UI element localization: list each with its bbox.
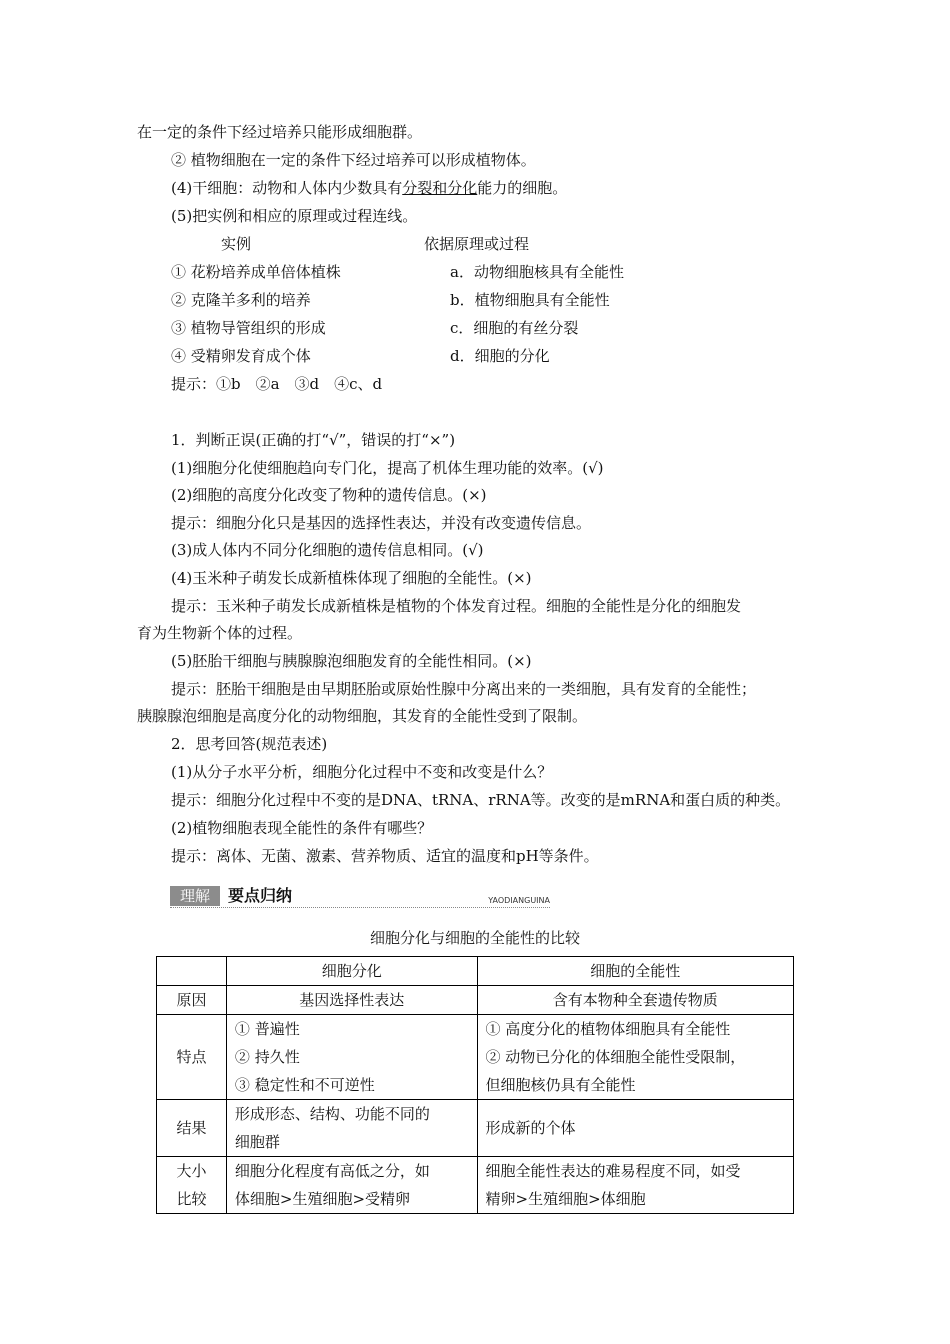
row-label: [157, 1157, 227, 1214]
table-caption: 细胞分化与细胞的全能性的比较: [369, 929, 580, 947]
think-title: 2．思考回答(规范表述): [171, 735, 328, 753]
header-cell: [157, 957, 227, 986]
banner-title: 要点归纳: [228, 886, 293, 905]
cell-line: 但细胞核仍具有全能性: [485, 1076, 636, 1094]
judge-line: (3)成人体内不同分化细胞的遗传信息相同。(√): [171, 541, 484, 559]
think-line: (1)从分子水平分析，细胞分化过程中不变和改变是什么？: [171, 763, 553, 781]
banner-tag: 理解: [170, 886, 220, 906]
matching-left-item: ④ 受精卵发育成个体: [171, 347, 311, 365]
row-label-line: 比较: [176, 1190, 207, 1208]
intro-line-3-start: (4)干细胞：动物和人体内少数具有: [171, 179, 403, 197]
matching-right-header: 依据原理或过程: [424, 235, 530, 253]
table-header-row: [157, 957, 794, 986]
matching-left-item: ② 克隆羊多利的培养: [171, 291, 311, 309]
table-cell: 形成新的个体: [477, 1100, 793, 1157]
think-line: 提示：细胞分化过程中不变的是DNA、tRNA、rRNA等。改变的是mRNA和蛋白质的种类。: [171, 791, 791, 809]
cell-line: 细胞全能性表达的难易程度不同，如受: [485, 1162, 741, 1180]
table-row: [157, 1157, 794, 1214]
header-cell: 细胞的全能性: [477, 957, 793, 986]
matching-left-item: ① 花粉培养成单倍体植株: [171, 263, 341, 281]
table-row: [157, 986, 794, 1015]
matching-right-item: d．细胞的分化: [450, 347, 550, 365]
cell-line: 细胞群: [234, 1133, 280, 1151]
table-cell: 基因选择性表达: [226, 986, 477, 1015]
cell-line: 体细胞>生殖细胞>受精卵: [234, 1190, 411, 1208]
cell-line: ① 普遍性: [234, 1020, 300, 1038]
intro-underlined-term: 分裂和分化: [402, 179, 478, 197]
banner-rule: [170, 907, 550, 908]
intro-line-3: [171, 178, 567, 198]
judge-line: (5)胚胎干细胞与胰腺腺泡细胞发育的全能性相同。(×): [171, 652, 532, 670]
matching-hint: 提示：①b ②a ③d ④c、d: [171, 375, 383, 393]
header-cell: 细胞分化: [226, 957, 477, 986]
row-label-line: 大小: [176, 1162, 207, 1180]
table-row: [157, 1100, 794, 1157]
intro-line-1: 在一定的条件下经过培养只能形成细胞群。: [137, 123, 423, 141]
matching-right-item: c．细胞的有丝分裂: [450, 319, 579, 337]
intro-line-4: (5)把实例和相应的原理或过程连线。: [171, 207, 418, 225]
matching-right-item: a．动物细胞核具有全能性: [450, 263, 624, 281]
matching-right-item: b．植物细胞具有全能性: [450, 291, 610, 309]
banner-pinyin: YAODIANGUINA: [488, 896, 550, 905]
cell-line: 形成形态、结构、功能不同的: [234, 1105, 430, 1123]
table-cell: [477, 1157, 793, 1214]
think-line: 提示：离体、无菌、激素、营养物质、适宜的温度和pH等条件。: [171, 847, 599, 865]
judge-line: (2)细胞的高度分化改变了物种的遗传信息。(×): [171, 486, 487, 504]
table-cell: [226, 1015, 477, 1100]
row-label: 原因: [157, 986, 227, 1015]
table-cell: [226, 1100, 477, 1157]
intro-line-3-end: 能力的细胞。: [477, 179, 568, 197]
judge-line: 提示：胚胎干细胞是由早期胚胎或原始性腺中分离出来的一类细胞，具有发育的全能性；: [171, 680, 757, 698]
section-banner: [170, 884, 550, 908]
cell-line: ② 动物已分化的体细胞全能性受限制，: [485, 1048, 746, 1066]
judge-line: 提示：细胞分化只是基因的选择性表达，并没有改变遗传信息。: [171, 514, 592, 532]
cell-line: ② 持久性: [234, 1048, 300, 1066]
judge-line: 胰腺腺泡细胞是高度分化的动物细胞，其发育的全能性受到了限制。: [137, 707, 588, 725]
row-label: 结果: [157, 1100, 227, 1157]
cell-line: 细胞分化程度有高低之分，如: [234, 1162, 430, 1180]
comparison-table: [156, 956, 794, 1214]
table-cell: [226, 1157, 477, 1214]
row-label: 特点: [157, 1015, 227, 1100]
table-cell: 含有本物种全套遗传物质: [477, 986, 793, 1015]
intro-line-2: ② 植物细胞在一定的条件下经过培养可以形成植物体。: [171, 151, 536, 169]
table-row: [157, 1015, 794, 1100]
judge-title: 1．判断正误(正确的打“√”，错误的打“×”): [171, 431, 456, 449]
matching-left-item: ③ 植物导管组织的形成: [171, 319, 326, 337]
judge-line: (1)细胞分化使细胞趋向专门化，提高了机体生理功能的效率。(√): [171, 459, 604, 477]
cell-line: ③ 稳定性和不可逆性: [234, 1076, 375, 1094]
cell-line: 精卵>生殖细胞>体细胞: [485, 1190, 646, 1208]
judge-line: (4)玉米种子萌发长成新植株体现了细胞的全能性。(×): [171, 569, 532, 587]
judge-line: 育为生物新个体的过程。: [137, 624, 303, 642]
judge-line: 提示：玉米种子萌发长成新植株是植物的个体发育过程。细胞的全能性是分化的细胞发: [171, 597, 742, 615]
table-cell: [477, 1015, 793, 1100]
cell-line: ① 高度分化的植物体细胞具有全能性: [485, 1020, 731, 1038]
think-line: (2)植物细胞表现全能性的条件有哪些？: [171, 819, 433, 837]
matching-left-header: 实例: [221, 235, 252, 253]
